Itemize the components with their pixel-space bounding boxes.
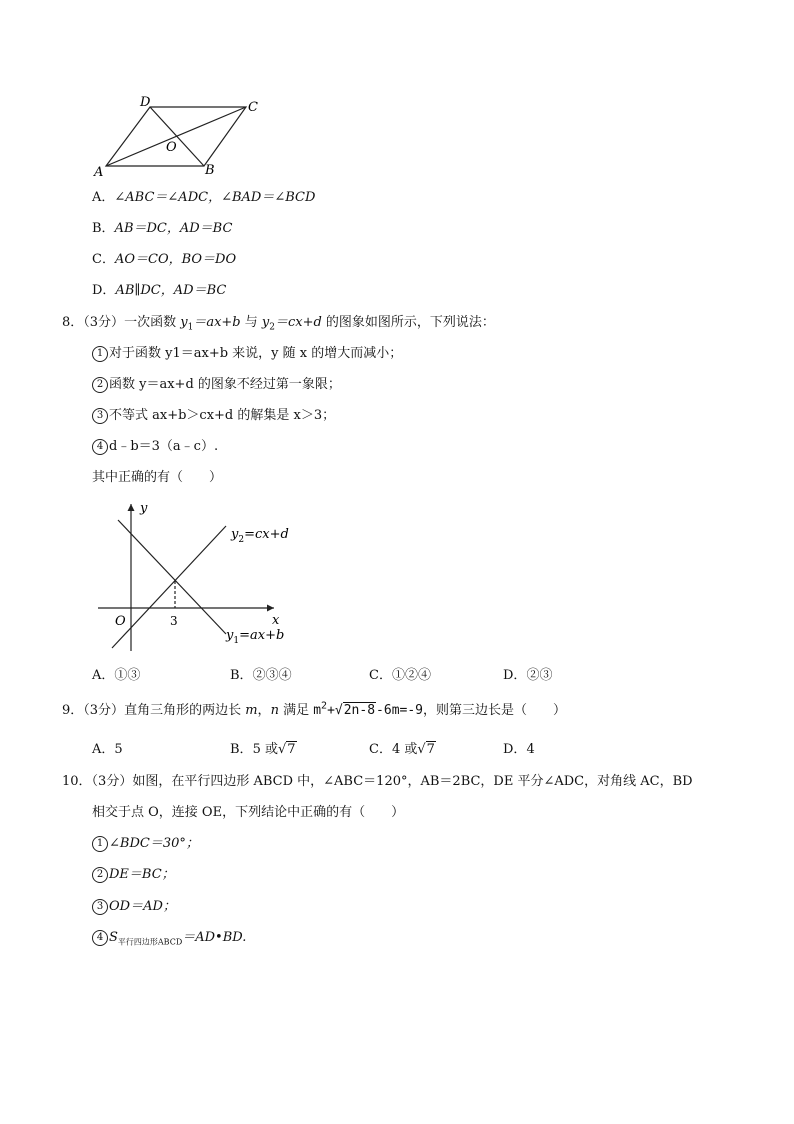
q8-statement-1: 1 对于函数 y1＝ax+b 来说，y 随 x 的增大而减小； (92, 342, 402, 362)
vertex-label-b: B (205, 163, 215, 178)
q10-statement-2: 2 DE＝BC； (92, 863, 175, 883)
q7-option-a: A．∠ABC＝∠ADC，∠BAD＝∠BCD (92, 190, 316, 205)
question-number: 9． (62, 703, 84, 718)
q7-option-c: C．AO＝CO，BO＝DO (92, 252, 237, 267)
q10-statement-3: 3 OD＝AD； (92, 895, 176, 915)
q10-statement-4: 4 $S_{平行四边形ABCD}=AD•BD$. (92, 926, 246, 948)
q10-stem-line1: 10．（3分）如图，在平行四边形 ABCD 中，∠ABC＝120°，AB＝2BC，DE 平分∠ADC，对角线 AC，BD (62, 774, 693, 789)
origin-label: O (115, 614, 126, 629)
q8-option-c: C．①②④ (369, 668, 431, 683)
q8-option-d: D．②③ (503, 668, 553, 683)
vertex-label-a: A (94, 165, 104, 180)
tick-label-3: 3 (170, 614, 178, 628)
q8-statement-4: 4 d﹣b＝3（a﹣c）. (92, 435, 218, 455)
vertex-label-d: D (140, 95, 151, 110)
x-axis-label: x (272, 613, 280, 628)
q8-stem: 8．（3分）一次函数 $y_1=ax+b$ 与 $y_2=cx+d$ 的图象如图所示，下列说法： (62, 315, 495, 333)
q8-statement-3: 3 不等式 ax+b＞cx+d 的解集是 x＞3； (92, 404, 335, 424)
line1-label: $y_1=ax+b$ (226, 628, 285, 646)
q8-option-b: B．②③④ (230, 668, 292, 683)
center-label-o: O (166, 140, 177, 155)
question-number: 8． (62, 315, 84, 330)
vertex-label-c: C (248, 100, 258, 115)
q8-option-a: A．①③ (92, 668, 141, 683)
q9-option-b: B．5 或√7 (230, 742, 296, 757)
linear-functions-graph (98, 496, 298, 656)
q9-option-a: A．5 (92, 742, 123, 757)
q10-stem-line2: 相交于点 O，连接 OE，下列结论中正确的有（ ） (92, 805, 405, 820)
equation: $m^2+√2n-8-6m=-9$ (313, 700, 424, 718)
y-axis-label: y (140, 501, 148, 516)
q9-stem: 9．（3分）直角三角形的两边长 m，n 满足 $m^2+√2n-8-6m=-9$，则第三边长是（ ） (62, 700, 567, 718)
q9-option-c: C．4 或√7 (369, 742, 435, 757)
q8-statement-2: 2 函数 y＝ax+d 的图象不经过第一象限； (92, 373, 341, 393)
line2-label: $y_2=cx+d$ (231, 527, 289, 545)
question-number: 10． (62, 774, 92, 789)
q7-option-b: B．AB＝DC，AD＝BC (92, 221, 233, 236)
q8-question: 其中正确的有（ ） (92, 470, 223, 485)
q9-option-d: D．4 (503, 742, 535, 757)
q10-statement-1: 1 ∠BDC＝30°； (92, 832, 199, 852)
q7-option-d: D．AB∥DC，AD＝BC (92, 283, 227, 298)
parallelogram-figure (92, 92, 272, 182)
